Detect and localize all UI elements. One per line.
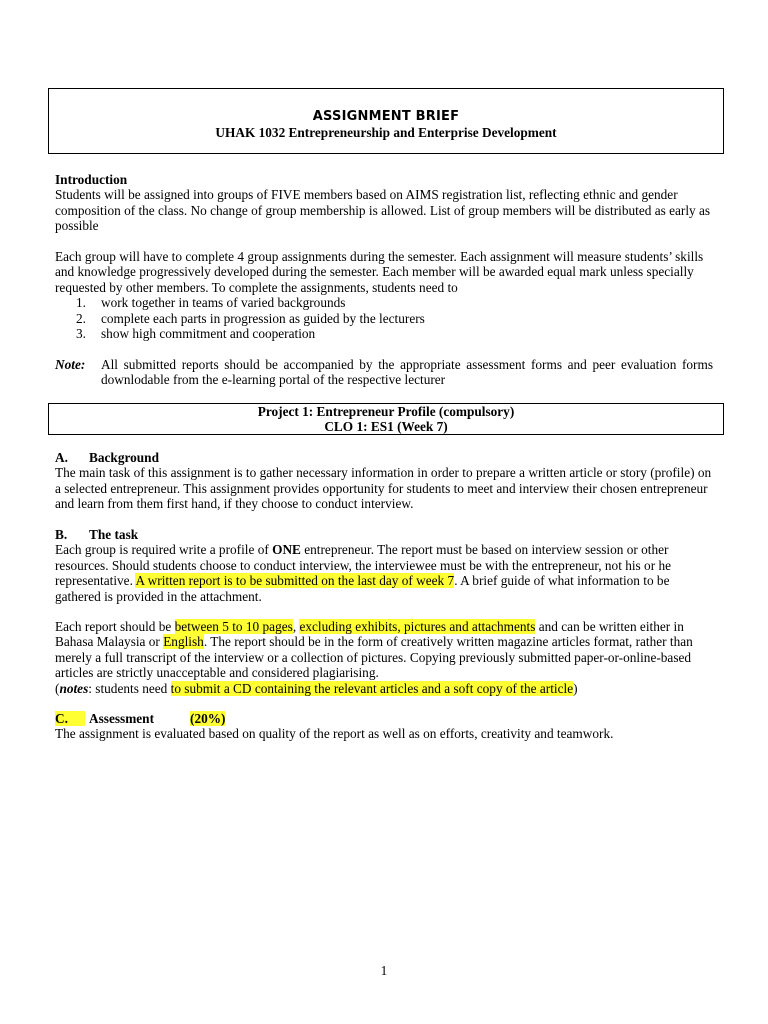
- section-letter: B.: [55, 527, 68, 542]
- note-text: All submitted reports should be accompanied by the appropriate assessment forms and peer evaluation forms downlodable from the e-learning portal of the respective lecturer: [101, 357, 713, 388]
- requirements-list: [55, 295, 713, 341]
- highlight: excluding exhibits, pictures and attachments: [299, 619, 536, 634]
- section-letter: A.: [55, 450, 68, 465]
- note-label: Note:: [55, 357, 86, 372]
- project-clo: CLO 1: ES1 (Week 7): [324, 419, 448, 434]
- introduction-section: [55, 172, 713, 234]
- project-box: [48, 403, 724, 435]
- introduction-paragraph-2: Each group will have to complete 4 group assignments during the semester. Each assignment will measure students’ skills and knowledge progressively developed during the semester. Each member will be awarded equal mark unless specially requested by other members. To complete the assignments, students need to: [55, 249, 704, 295]
- introduction-paragraph-1: Students will be assigned into groups of FIVE members based on AIMS registration list, reflecting ethnic and gender composition of the class. No change of group membership is allowed. List of group members will be distributed as early as possible: [55, 187, 711, 234]
- list-item: 1. work together in teams of varied backgrounds: [76, 295, 346, 311]
- task-notes: (notes: students need to submit a CD containing the relevant articles and a soft copy of the article): [55, 680, 578, 696]
- section-heading: Assessment: [89, 711, 155, 726]
- section-assessment: [55, 711, 713, 742]
- task-paragraph-2-block: [55, 619, 713, 696]
- page-number: 1: [380, 963, 388, 978]
- list-item: 2. complete each parts in progression as guided by the lecturers: [76, 310, 425, 326]
- assessment-text: The assignment is evaluated based on quality of the report as well as on efforts, creativity and teamwork.: [55, 726, 614, 742]
- section-letter: C.: [55, 711, 85, 726]
- project-title: Project 1: Entrepreneur Profile (compulsory): [257, 404, 515, 419]
- course-title: UHAK 1032 Entrepreneurship and Enterprise Development: [215, 125, 557, 141]
- assignment-header-box: [48, 88, 724, 154]
- section-background: [55, 450, 713, 512]
- section-heading: Background: [89, 450, 159, 465]
- assessment-weight: (20%): [190, 711, 226, 726]
- introduction-paragraph-2-block: [55, 249, 713, 341]
- section-heading: The task: [89, 527, 139, 542]
- note-section: [55, 357, 713, 388]
- section-task: [55, 527, 713, 604]
- highlight: A written report is to be submitted on the last day of week 7: [135, 573, 455, 589]
- highlight: English: [163, 634, 204, 650]
- background-text: The main task of this assignment is to gather necessary information in order to prepare a written article or story (profile) on a selected entrepreneur. This assignment provides opportunity for students to meet and interview their chosen entrepreneur and learn from them first hand, if they choose to conduct interview.: [55, 465, 712, 512]
- introduction-heading: Introduction: [55, 172, 128, 187]
- highlight: to submit a CD containing the relevant articles and a soft copy of the article: [170, 680, 574, 696]
- task-paragraph-1: Each group is required write a profile of ONE entrepreneur. The report must be based on interview session or other resources. Should students choose to conduct interview, the interviewee must be with the entrepreneur, not his or he representative. A written report is to be submitted on the last day of week 7. A brief guide of what information to be gathered is provided in the attachment.: [55, 542, 672, 604]
- assignment-title: ASSIGNMENT BRIEF: [312, 109, 460, 124]
- task-paragraph-2: Each report should be between 5 to 10 pages, excluding exhibits, pictures and attachments and can be written either in Bahasa Malaysia or English. The report should be in the form of creatively written magazine articles format, rather than merely a full transcript of the interview or a collection of pictures. Copying previously submitted paper-or-online-based articles are strictly unacceptable and considered plagiarising.: [55, 619, 693, 681]
- highlight: between 5 to 10 pages: [174, 619, 293, 634]
- list-item: 3. show high commitment and cooperation: [76, 326, 316, 342]
